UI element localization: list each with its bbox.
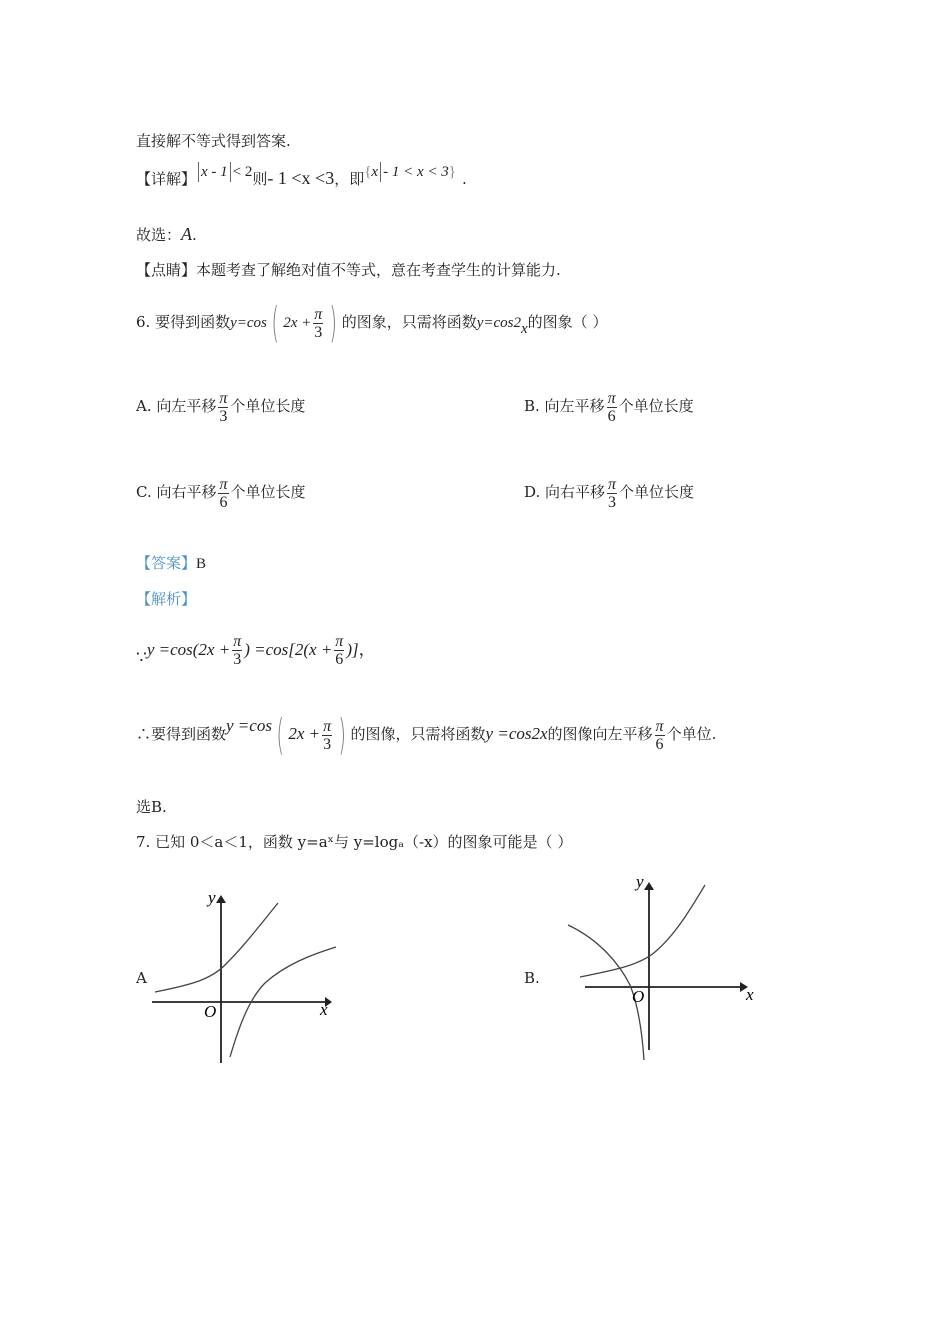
- set-bar: [380, 162, 381, 182]
- therefore-arg: 2x +: [288, 724, 321, 743]
- eq1-frac2-num: π: [335, 633, 344, 650]
- lt-two: < 2: [232, 164, 253, 180]
- paren-left-2: (: [276, 710, 284, 759]
- eq1-comma: ，: [358, 640, 376, 660]
- graph-a-x-label: x: [320, 1000, 328, 1019]
- choose-period: .: [192, 226, 197, 244]
- therefore-end: 个单位.: [666, 725, 717, 743]
- paren-right-2: ): [338, 710, 347, 759]
- q6-arg: 2x +: [283, 315, 312, 331]
- eq1-frac1-num: π: [233, 633, 242, 650]
- graph-a-y-label: y: [208, 888, 216, 907]
- answer-label: 【答案】: [136, 554, 197, 572]
- comment-text: 【点睛】本题考查了解绝对值不等式，意在考查学生的计算能力.: [136, 261, 561, 279]
- eq1-part-c: )]: [346, 640, 359, 659]
- choose-line: [136, 224, 197, 245]
- option-d-fraction: [607, 476, 617, 511]
- graph-a-exp-curve: [155, 903, 278, 992]
- therefore-function: y =cos: [226, 716, 272, 735]
- q6-function2: y=cos2: [476, 315, 521, 331]
- option-c-num: π: [219, 475, 228, 493]
- q7-option-b-label[interactable]: B.: [524, 969, 540, 987]
- option-a-prefix: A. 向左平移: [136, 397, 217, 415]
- q6-stem-prefix: 6. 要得到函数: [136, 313, 231, 331]
- detail-comma: ，即: [334, 170, 365, 188]
- eq1-frac1: [232, 633, 242, 668]
- option-b-fraction: [607, 390, 617, 425]
- q6-stem-suffix: 的图象（ ）: [527, 313, 608, 331]
- q6-option-d[interactable]: [524, 470, 694, 514]
- graph-b-x-label: x: [746, 985, 754, 1004]
- option-a-suffix: 个单位长度: [230, 397, 306, 415]
- therefore-frac: [322, 718, 332, 753]
- then-word: 则: [252, 170, 268, 188]
- q6-function2-x: x: [521, 321, 528, 337]
- graph-a-y-arrow: [216, 895, 226, 903]
- graph-a-origin: O: [204, 1002, 217, 1021]
- q6-function: y=cos: [230, 315, 267, 331]
- graph-b-origin: O: [632, 987, 645, 1006]
- eq1-part-b: ) =cos[2(x +: [244, 640, 333, 659]
- option-d-prefix: D. 向右平移: [524, 483, 606, 501]
- q6-frac-num: π: [314, 305, 323, 323]
- option-d-num: π: [608, 475, 617, 493]
- select-text: 选B.: [136, 798, 167, 816]
- therefore-text: ∴要得到函数: [136, 725, 227, 743]
- q6-option-c[interactable]: [136, 470, 306, 514]
- graph-b: [560, 870, 770, 1065]
- eq1-frac2: [334, 633, 344, 668]
- graph-a: [150, 885, 350, 1070]
- set-brace-left: {: [364, 164, 372, 180]
- abs-bar-left: [198, 162, 199, 182]
- q6-fraction: [313, 306, 323, 341]
- paren-right: ): [329, 298, 338, 347]
- option-c-fraction: [218, 476, 228, 511]
- q7-option-a-label[interactable]: A: [136, 969, 147, 987]
- abs-expression: x - 1: [201, 164, 228, 180]
- inequality: - 1 <x <3: [267, 168, 335, 188]
- q7-stem: 7. 已知 0＜a＜1，函数 y=aˣ与 y=logₐ（-x）的图象可能是（ ）: [136, 833, 573, 851]
- answer-line: [136, 553, 206, 574]
- therefore-frac-den: 3: [323, 735, 332, 753]
- detail-label: 【详解】: [136, 170, 197, 188]
- option-c-prefix: C. 向右平移: [136, 483, 217, 501]
- shift-frac-den: 6: [655, 735, 664, 753]
- answer-value: B: [196, 556, 207, 572]
- q6-frac-den: 3: [314, 323, 323, 341]
- eq1-frac1-den: 3: [233, 651, 242, 668]
- therefore-mid2: 的图像向左平移: [547, 725, 653, 743]
- shift-frac-num: π: [655, 717, 664, 735]
- option-b-prefix: B. 向左平移: [524, 397, 605, 415]
- option-b-num: π: [607, 389, 616, 407]
- therefore-shift-frac: [655, 718, 665, 753]
- option-c-suffix: 个单位长度: [230, 483, 306, 501]
- set-condition: - 1 < x < 3: [383, 164, 449, 180]
- because-symbol: ∵: [136, 648, 147, 668]
- paren-left: (: [271, 298, 279, 347]
- choose-label: 故选：: [136, 226, 182, 244]
- choose-answer: A: [181, 224, 193, 244]
- detail-line: [136, 164, 467, 190]
- set-var: x: [371, 164, 379, 180]
- q6-option-b[interactable]: [524, 384, 694, 428]
- option-d-suffix: 个单位长度: [619, 483, 695, 501]
- graph-b-y-label: y: [636, 872, 644, 891]
- therefore-frac-num: π: [323, 717, 332, 735]
- derivation-line-2: [136, 710, 717, 759]
- q6-stem-mid: 的图象，只需将函数: [341, 313, 477, 331]
- option-b-den: 6: [607, 407, 616, 425]
- graph-b-exp-curve: [580, 885, 705, 977]
- option-c-den: 6: [219, 493, 228, 511]
- abs-bar-right: [230, 162, 231, 182]
- q6-stem: [136, 300, 607, 345]
- therefore-mid: 的图像，只需将函数: [350, 725, 486, 743]
- option-a-den: 3: [219, 407, 228, 425]
- intro-text: 直接解不等式得到答案.: [136, 132, 291, 150]
- option-d-den: 3: [608, 493, 617, 511]
- set-brace-right: }: [448, 164, 456, 180]
- option-b-suffix: 个单位长度: [618, 397, 694, 415]
- eq1-part-a: y =cos(2x +: [146, 640, 231, 659]
- option-a-num: π: [219, 389, 228, 407]
- derivation-line-1: [136, 628, 376, 672]
- graph-b-y-arrow: [644, 882, 654, 890]
- q6-option-a[interactable]: [136, 384, 305, 428]
- analysis-label: 【解析】: [136, 590, 197, 608]
- therefore-function2: y =cos2x: [485, 724, 548, 743]
- eq1-frac2-den: 6: [335, 651, 344, 668]
- option-a-fraction: [218, 390, 228, 425]
- detail-period: .: [461, 170, 467, 188]
